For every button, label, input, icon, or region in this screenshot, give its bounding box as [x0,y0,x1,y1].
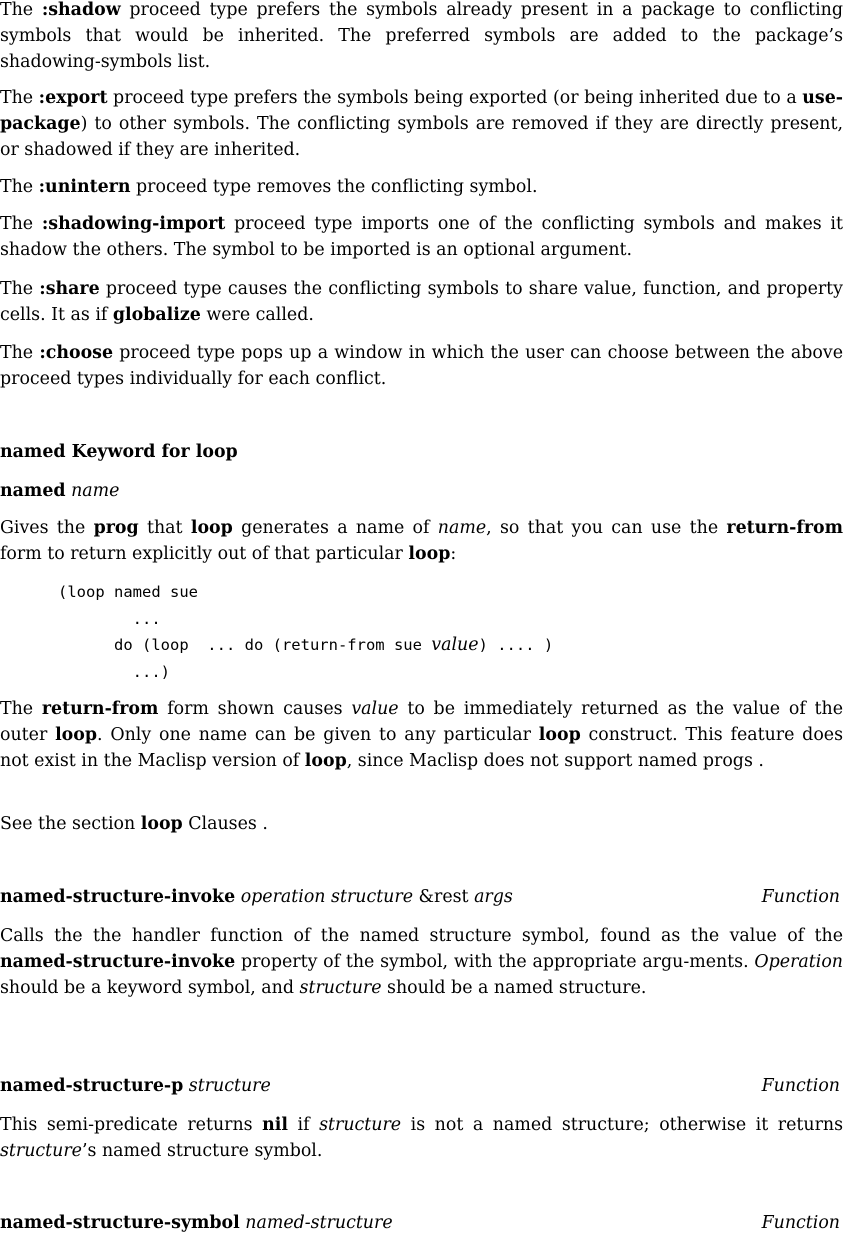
share-paragraph [0,276,843,328]
keyword: :export [38,88,108,108]
argument: value [431,635,479,655]
return-from-paragraph [0,696,843,774]
shadow-paragraph [0,0,843,75]
code-line [58,632,553,659]
text: The [0,343,40,363]
choose-paragraph [0,340,843,392]
keyword: nil [262,1115,288,1135]
text: The [0,279,40,299]
function-name: named-structure-symbol [0,1213,240,1233]
text: proceed type prefers the symbols being exported (or being inherited due to a [107,88,803,108]
text: if [288,1115,320,1135]
text: generates a name of [232,518,438,538]
text: The [0,0,42,20]
keyword: return-from [41,699,159,719]
code-line: ... [58,609,161,628]
definition-header [0,1073,840,1099]
argument: structure [188,1076,271,1096]
lambda-keyword: &rest [413,887,475,907]
keyword: loop [408,544,451,564]
keyword: named [0,481,66,501]
keyword: :shadowing-import [41,214,226,234]
text: proceed type removes the conflicting symbol. [130,177,538,197]
keyword: :shadow [41,0,121,20]
text: property of the symbol, with the appropriate argu-ments. [235,952,755,972]
function-name: named-structure-p [0,1076,184,1096]
text: should be a named structure. [381,978,647,998]
named-structure-p-description [0,1112,843,1164]
code-text: do (loop ... do (return-from sue [58,636,432,654]
keyword: loop [190,518,233,538]
text: is not a named structure; otherwise it returns [401,1115,843,1135]
keyword: use-package [0,88,843,134]
text: proceed type imports one of the conflicting symbols and makes it shadow the others. The symbol to be imported is an optional argument. [0,214,843,260]
argument: operation structure [240,887,413,907]
named-keyword-heading [0,439,843,465]
section-heading: named Keyword for loop [0,442,238,462]
code-line: ...) [58,662,170,681]
named-syntax-line [0,478,843,504]
text: Calls the the handler function of the named structure symbol, found as the value of the [0,926,843,946]
keyword: globalize [112,305,201,325]
text: The [0,88,39,108]
keyword: loop [304,751,347,771]
definition-kind: Function [761,887,840,907]
text: ) to other symbols. The conflicting symbols are removed if they are directly present, or shadowed if they are inherited. [0,114,843,160]
keyword: loop [55,725,98,745]
definition-header [0,1210,840,1236]
argument: Operation [754,952,843,972]
code-text: ) .... ) [478,636,554,654]
keyword: loop [538,725,581,745]
definition-kind: Function [761,1076,840,1096]
function-name: named-structure-invoke [0,887,236,907]
text: The [0,177,39,197]
text: proceed type pops up a window in which the user can choose between the above proceed types individually for each conflict. [0,343,843,389]
text: construct. This feature does not exist in the Maclisp version of [0,725,843,771]
text: Gives the [0,518,94,538]
argument: structure [319,1115,402,1135]
text: proceed type prefers the symbols already present in a package to conflicting symbols that would be inherited. The preferred symbols are added to the package’s shadowing-symbols list. [0,0,843,72]
argument: name [437,518,487,538]
named-description [0,515,843,567]
keyword: loop [140,814,183,834]
code-line: (loop named sue [58,583,198,601]
shadowing-import-paragraph [0,211,843,263]
definition-header [0,884,840,910]
named-structure-invoke-description [0,923,843,1001]
text: Clauses . [182,814,268,834]
text: to be immediately returned as the value of the outer [0,699,843,745]
argument: args [474,887,513,907]
text: See the section [0,814,141,834]
text: should be a keyword symbol, and [0,978,300,998]
argument: named-structure [245,1213,393,1233]
text: ’s named structure symbol. [81,1141,323,1161]
export-paragraph [0,85,843,163]
text: were called. [200,305,314,325]
argument: structure [0,1141,82,1161]
text: form shown causes [158,699,352,719]
text: form to return explicitly out of that particular [0,544,409,564]
keyword: named-structure-invoke [0,952,236,972]
text: This semi-predicate returns [0,1115,263,1135]
text: , so that you can use the [486,518,727,538]
text: . Only one name can be given to any particular [97,725,539,745]
argument: value [351,699,399,719]
text: that [138,518,191,538]
keyword: :unintern [38,177,131,197]
text: The [0,214,42,234]
code-example [58,579,553,685]
keyword: :share [39,279,100,299]
definition-kind: Function [761,1213,840,1233]
see-section-paragraph [0,811,843,837]
text: , since Maclisp does not support named progs . [346,751,764,771]
unintern-paragraph [0,174,843,200]
keyword: return-from [726,518,843,538]
text: proceed type causes the conflicting symbols to share value, function, and property cells. It as if [0,279,843,325]
argument: structure [299,978,382,998]
text: : [450,544,457,564]
argument: name [71,481,120,501]
keyword: :choose [39,343,114,363]
text: The [0,699,42,719]
keyword: prog [93,518,139,538]
